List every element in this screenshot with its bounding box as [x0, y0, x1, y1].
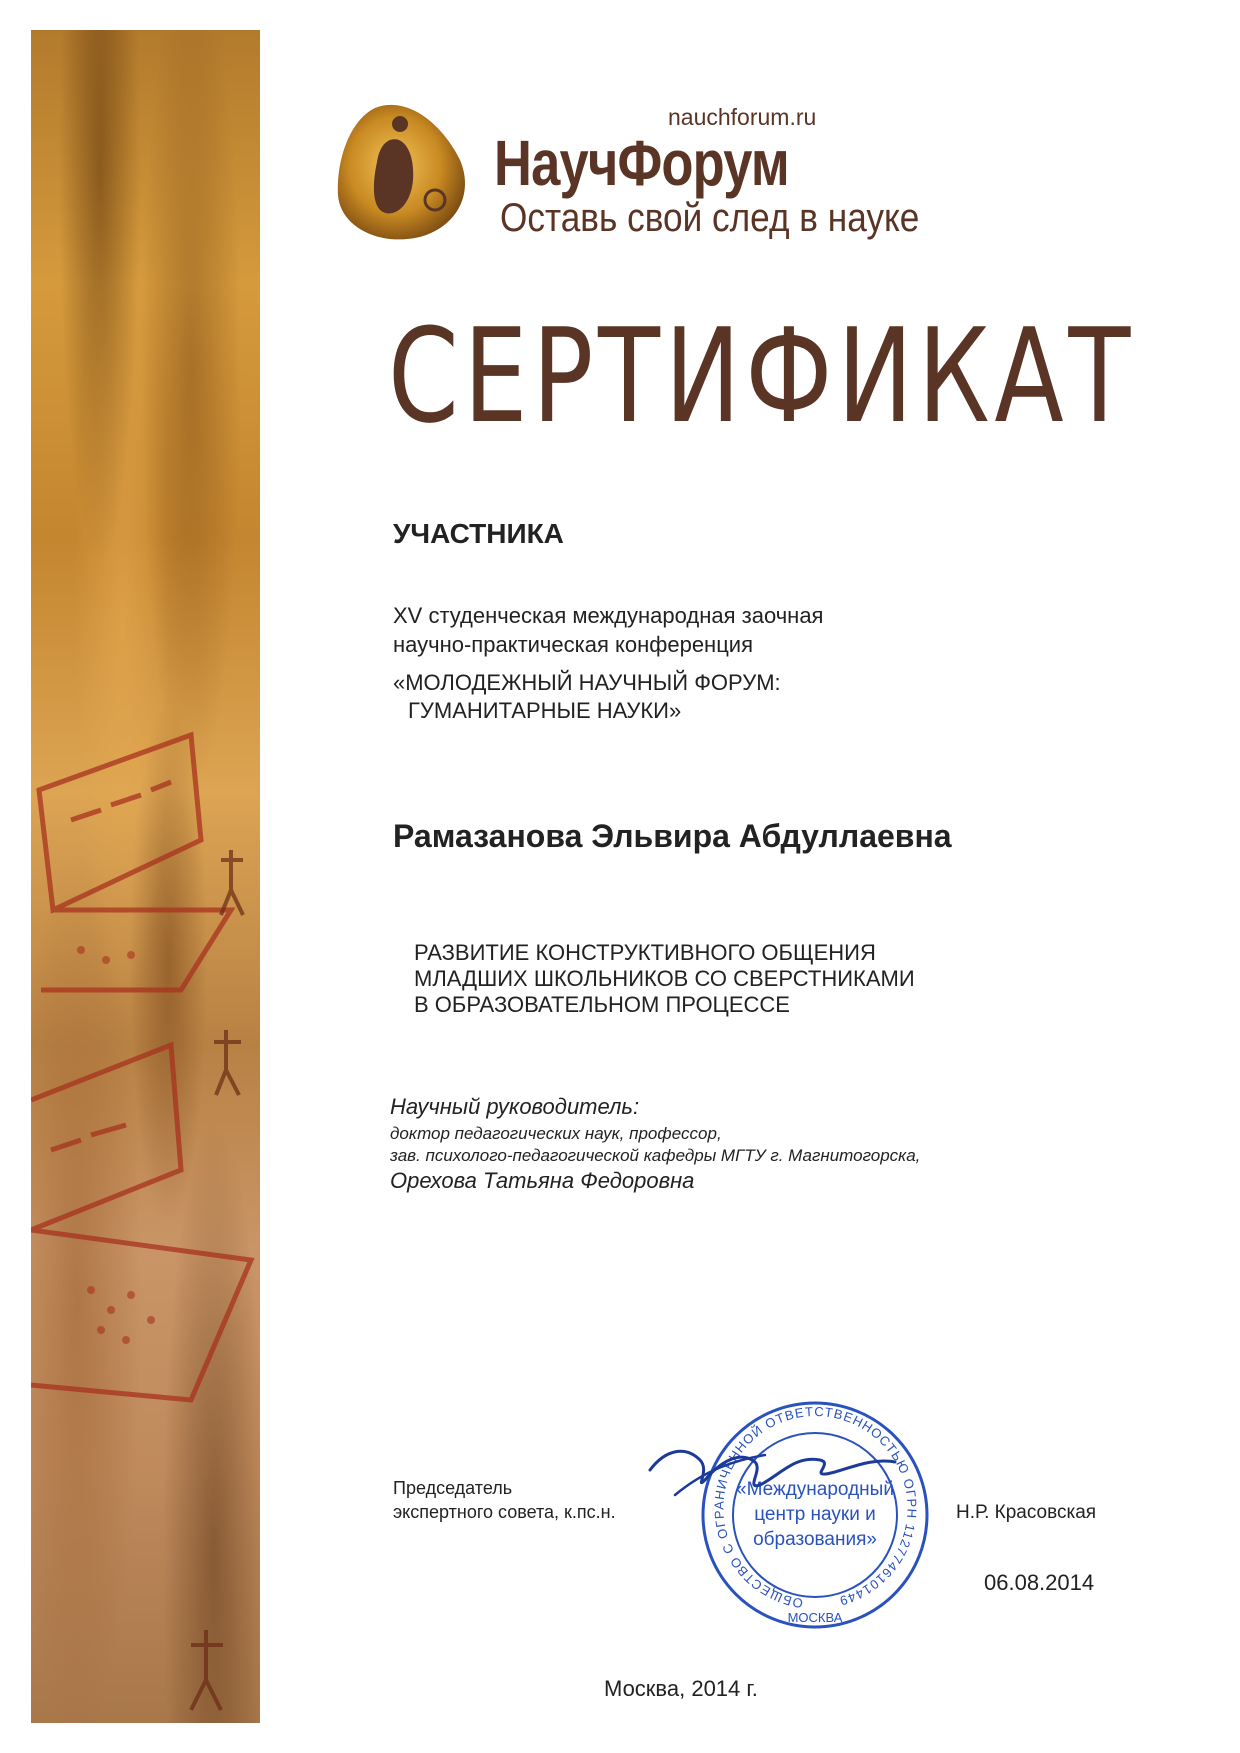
chair-title-line-1: Председатель [393, 1478, 513, 1498]
stamp-center-line-1: «Международный [736, 1479, 894, 1500]
forum-name-line-2: ГУМАНИТАРНЫЕ НАУКИ» [408, 698, 682, 723]
logo-url: nauchforum.ru [668, 104, 817, 130]
certificate-title: СЕРТИФИКАТ [388, 300, 1136, 452]
logo-slogan: Оставь свой след в науке [500, 196, 920, 240]
conference-line-1: XV студенческая международная заочная [393, 603, 824, 628]
conference-line-2: научно-практическая конференция [393, 632, 754, 657]
supervisor-degree: доктор педагогических наук, профессор, [390, 1124, 722, 1143]
decorative-side-strip [31, 30, 260, 1723]
stamp-city: МОСКВА [787, 1610, 843, 1625]
official-stamp [645, 1400, 935, 1630]
chair-name: Н.Р. Красовская [956, 1502, 1097, 1523]
rock-art-laptops-illustration [31, 30, 260, 1723]
stamp-center-line-3: образования» [753, 1529, 877, 1550]
nauchforum-footprint-logo [335, 100, 475, 245]
stamp-center-line-2: центр науки и [754, 1504, 876, 1525]
issue-date: 06.08.2014 [984, 1570, 1095, 1595]
stamp-ring-text: ОБЩЕСТВО С ОГРАНИЧЕННОЙ ОТВЕТСТВЕННОСТЬЮ ОГРН 1127746101449 [711, 1403, 920, 1612]
supervisor-name: Орехова Татьяна Федоровна [390, 1168, 695, 1193]
forum-name-line-1: «МОЛОДЕЖНЫЙ НАУЧНЫЙ ФОРУМ: [393, 670, 781, 695]
chair-title-line-2: экспертного совета, к.пс.н. [393, 1502, 616, 1522]
supervisor-position: зав. психолого-педагогической кафедры МГТУ г. Магнитогорска, [390, 1146, 921, 1165]
recipient-name: Рамазанова Эльвира Абдуллаевна [393, 818, 952, 854]
topic-line-1: РАЗВИТИЕ КОНСТРУКТИВНОГО ОБЩЕНИЯ [414, 940, 876, 965]
topic-line-3: В ОБРАЗОВАТЕЛЬНОМ ПРОЦЕССЕ [414, 992, 790, 1017]
issue-place: Москва, 2014 г. [604, 1676, 758, 1701]
participant-heading: УЧАСТНИКА [393, 518, 564, 549]
topic-line-2: МЛАДШИХ ШКОЛЬНИКОВ СО СВЕРСТНИКАМИ [414, 966, 915, 991]
supervisor-label: Научный руководитель: [390, 1094, 640, 1119]
logo-name: НаучФорум [494, 127, 789, 199]
